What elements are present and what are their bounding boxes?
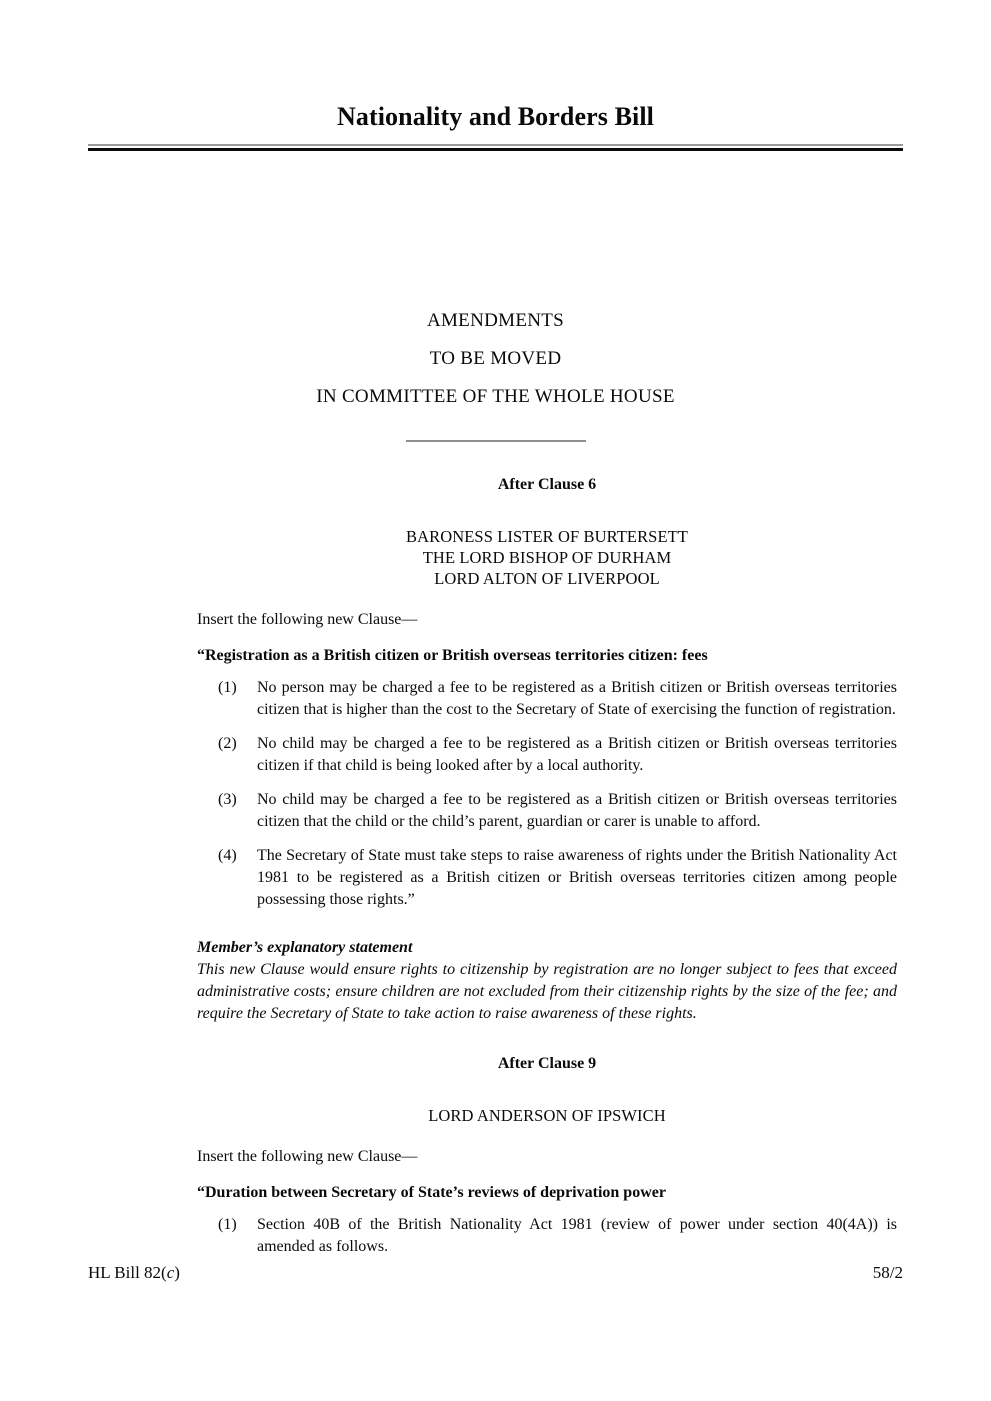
amendment-section-after-clause-6 — [197, 474, 897, 1025]
section-spacer — [197, 1025, 897, 1053]
sponsor-name: LORD ALTON OF LIVERPOOL — [434, 569, 660, 588]
document-title: Nationality and Borders Bill — [337, 102, 654, 131]
amendments-heading-block — [88, 302, 903, 442]
heading-in-committee: IN COMMITTEE OF THE WHOLE HOUSE — [316, 386, 675, 407]
explanatory-statement-text: This new Clause would ensure rights to citizenship by registration are no longer subject to fees that exceed administrative costs; ensure children are not excluded from their citizenship rights by the size of the fee; and require the Secretary of State to take action to raise awareness of these rights. — [197, 961, 897, 1022]
sponsor-list — [197, 526, 897, 589]
bill-reference-prefix: HL Bill 82( — [88, 1263, 167, 1282]
subsection-text: No child may be charged a fee to be registered as a British citizen or British overseas territories citizen that the child or the child’s parent, guardian or carer is unable to afford. — [257, 791, 897, 830]
insert-instruction: Insert the following new Clause— — [197, 611, 418, 628]
subsection-number: (1) — [218, 1216, 237, 1233]
masthead — [88, 100, 903, 151]
amendment-section-after-clause-9 — [197, 1053, 897, 1258]
sponsor-name: THE LORD BISHOP OF DURHAM — [422, 548, 672, 567]
insert-instruction: Insert the following new Clause— — [197, 1148, 418, 1165]
explanatory-statement-title: Member’s explanatory statement — [197, 939, 413, 956]
subsection-text: The Secretary of State must take steps to raise awareness of rights under the British Nationality Act 1981 to be registered as a British citizen or British overseas territories citizen among people possessing those rights.” — [257, 847, 897, 908]
sponsor-name: LORD ANDERSON OF IPSWICH — [428, 1106, 666, 1125]
subsection-text: No person may be charged a fee to be registered as a British citizen or British overseas territories citizen that is higher than the cost to the Secretary of State of exercising the function of registration. — [257, 679, 897, 718]
new-clause-title: “Duration between Secretary of State’s reviews of deprivation power — [197, 1184, 666, 1201]
clause-heading: After Clause 6 — [497, 476, 597, 493]
new-clause-title: “Registration as a British citizen or British overseas territories citizen: fees — [197, 647, 708, 664]
explanatory-statement — [197, 937, 897, 1025]
subsection-number: (3) — [218, 791, 237, 808]
bill-reference — [88, 1262, 180, 1284]
subsection-text: Section 40B of the British Nationality Act 1981 (review of power under section 40(4A)) is amended as follows. — [257, 1216, 897, 1255]
subsection-number: (2) — [218, 735, 237, 752]
subsection-number: (1) — [218, 679, 237, 696]
sponsor-name: BARONESS LISTER OF BURTERSETT — [406, 527, 688, 546]
subsection-item — [197, 789, 897, 833]
subsection-item — [197, 677, 897, 721]
subsection-number: (4) — [218, 847, 237, 864]
heading-amendments: AMENDMENTS — [426, 310, 565, 331]
heading-divider — [406, 440, 586, 442]
masthead-rule — [88, 144, 903, 151]
amendments-body — [197, 474, 897, 1258]
subsection-list — [197, 1214, 897, 1258]
clause-heading: After Clause 9 — [497, 1055, 597, 1072]
bill-reference-letter: c — [166, 1263, 175, 1282]
masthead-rule-thick — [88, 148, 903, 151]
bill-reference-suffix: ) — [174, 1263, 180, 1282]
sponsor-list — [197, 1105, 897, 1126]
subsection-item — [197, 1214, 897, 1258]
page-footer — [88, 1262, 903, 1284]
subsection-text: No child may be charged a fee to be registered as a British citizen or British overseas territories citizen if that child is being looked after by a local authority. — [257, 735, 897, 774]
heading-to-be-moved: TO BE MOVED — [429, 348, 562, 369]
subsection-list — [197, 677, 897, 911]
subsection-item — [197, 845, 897, 911]
page-number: 58/2 — [872, 1263, 903, 1282]
subsection-item — [197, 733, 897, 777]
